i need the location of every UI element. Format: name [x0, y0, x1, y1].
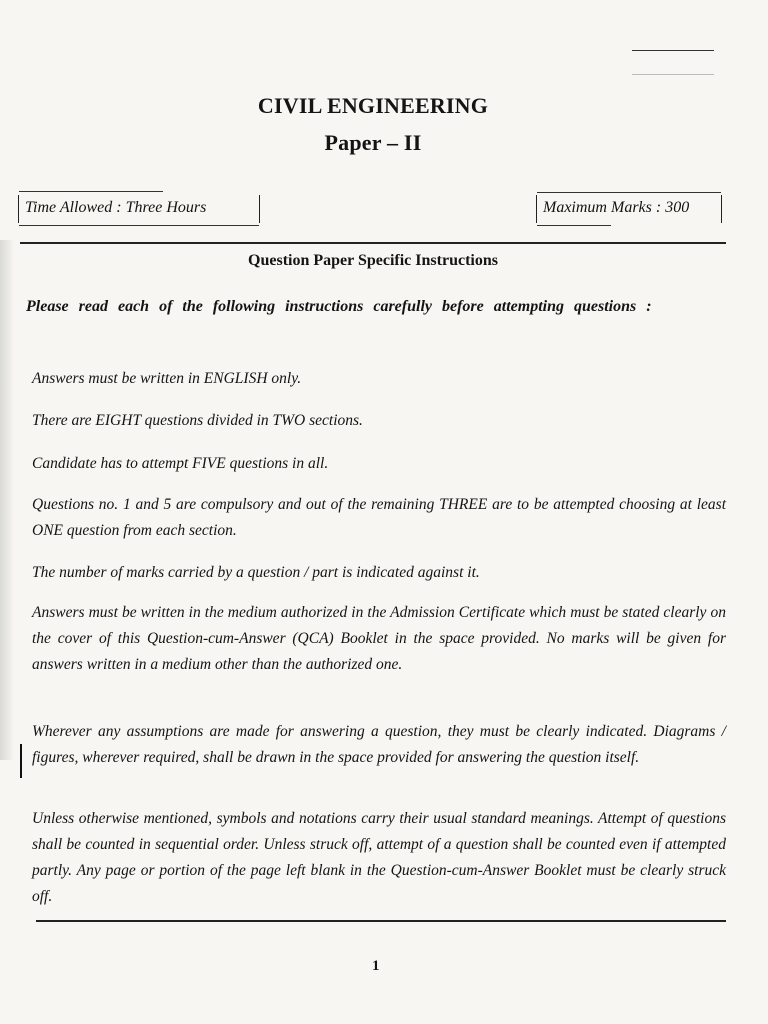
time-allowed-text: Time Allowed : Three Hours — [25, 199, 207, 216]
instruction-item: Answers must be written in ENGLISH only. — [32, 370, 302, 387]
instruction-item: Unless otherwise mentioned, symbols and notations carry their usual standard meanings. Attempt of questions shall be counted in sequential order. Unless struck off, attempt of a question shall be counted even if attempted partly. Any page or portion of the page left blank in the Question-cum-Answer Booklet must be clearly struck off. — [32, 810, 726, 905]
instructions-heading: Question Paper Specific Instructions — [248, 252, 498, 269]
maximum-marks-box — [536, 195, 722, 223]
maximum-marks-text: Maximum Marks : 300 — [543, 199, 690, 216]
instruction-item: Candidate has to attempt FIVE questions in all. — [32, 455, 329, 472]
subject-title: CIVIL ENGINEERING — [257, 93, 489, 118]
instruction-item: Questions no. 1 and 5 are compulsory and out of the remaining THREE are to be attempted choosing at least ONE question from each section. — [32, 496, 726, 539]
instruction-item: Answers must be written in the medium authorized in the Admission Certificate which must be stated clearly on the cover of this Question-cum-Answer (QCA) Booklet in the space provided. No marks will be given for answers written in a medium other than the authorized one. — [32, 604, 726, 673]
instruction-item: The number of marks carried by a question / part is indicated against it. — [32, 564, 480, 581]
corner-rule-top — [632, 50, 714, 51]
header-divider — [20, 242, 726, 244]
paper-title: Paper – II — [324, 130, 422, 155]
margin-mark — [20, 744, 22, 778]
corner-rule-bottom — [632, 74, 714, 75]
instructions-intro: Please read each of the following instructions carefully before attempting questions : — [26, 298, 652, 315]
time-allowed-box — [18, 195, 260, 223]
page-number: 1 — [372, 958, 380, 974]
scan-edge-shadow — [0, 240, 14, 760]
instruction-item: There are EIGHT questions divided in TWO sections. — [32, 412, 363, 429]
instruction-item: Wherever any assumptions are made for answering a question, they must be clearly indicated. Diagrams / figures, wherever required, shall be drawn in the space provided for answering the question itself. — [32, 723, 726, 766]
footer-divider — [36, 920, 726, 922]
